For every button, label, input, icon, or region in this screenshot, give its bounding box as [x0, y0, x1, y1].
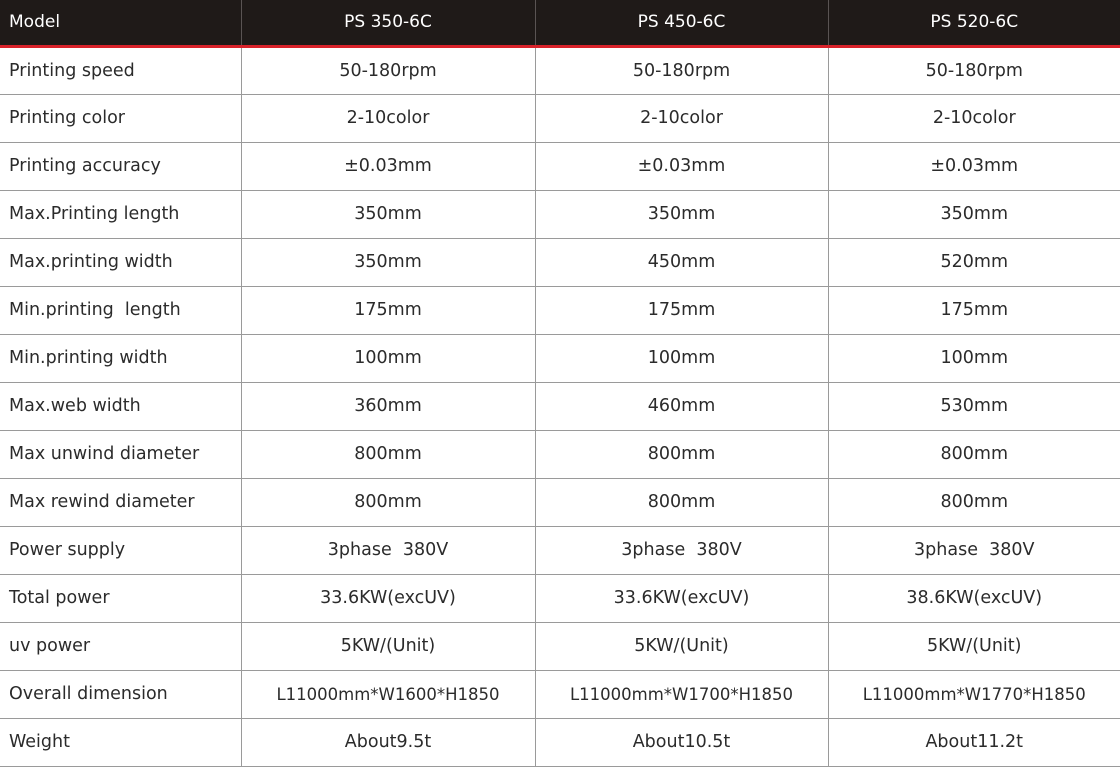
- spec-value-ps450: 350mm: [535, 190, 828, 238]
- spec-label: Max.printing width: [0, 238, 241, 286]
- row-max-printing-width: [0, 238, 1120, 286]
- spec-label: Printing accuracy: [0, 142, 241, 190]
- spec-value-ps350: 100mm: [241, 334, 535, 382]
- spec-label: Overall dimension: [0, 670, 241, 718]
- spec-value-ps520: About11.2t: [828, 718, 1120, 766]
- spec-value-ps520: 50-180rpm: [828, 46, 1120, 94]
- spec-label: uv power: [0, 622, 241, 670]
- spec-value-ps450: 460mm: [535, 382, 828, 430]
- spec-value-ps520: 3phase 380V: [828, 526, 1120, 574]
- spec-label: Max unwind diameter: [0, 430, 241, 478]
- spec-value-ps350: About9.5t: [241, 718, 535, 766]
- spec-value-ps450: About10.5t: [535, 718, 828, 766]
- spec-label: Max rewind diameter: [0, 478, 241, 526]
- spec-value-ps520: 38.6KW(excUV): [828, 574, 1120, 622]
- spec-value-ps450: 450mm: [535, 238, 828, 286]
- spec-value-ps450: 2-10color: [535, 94, 828, 142]
- spec-value-ps350: 50-180rpm: [241, 46, 535, 94]
- spec-value-ps520: 800mm: [828, 478, 1120, 526]
- spec-value-ps350: 175mm: [241, 286, 535, 334]
- row-printing-color: [0, 94, 1120, 142]
- spec-value-ps450: L11000mm*W1700*H1850: [535, 670, 828, 718]
- spec-value-ps450: 175mm: [535, 286, 828, 334]
- spec-label: Max.Printing length: [0, 190, 241, 238]
- header-model-ps520: PS 520-6C: [828, 0, 1120, 46]
- row-max-rewind-diameter: [0, 478, 1120, 526]
- header-row: [0, 0, 1120, 46]
- spec-table-body: [0, 46, 1120, 766]
- row-max-web-width: [0, 382, 1120, 430]
- spec-value-ps520: 350mm: [828, 190, 1120, 238]
- spec-value-ps450: 5KW/(Unit): [535, 622, 828, 670]
- row-min-printing-length: [0, 286, 1120, 334]
- spec-value-ps520: 800mm: [828, 430, 1120, 478]
- spec-value-ps450: 100mm: [535, 334, 828, 382]
- spec-value-ps520: 100mm: [828, 334, 1120, 382]
- row-printing-accuracy: [0, 142, 1120, 190]
- spec-value-ps350: 800mm: [241, 478, 535, 526]
- spec-label: Min.printing length: [0, 286, 241, 334]
- row-power-supply: [0, 526, 1120, 574]
- spec-label: Min.printing width: [0, 334, 241, 382]
- spec-value-ps350: 350mm: [241, 238, 535, 286]
- row-printing-speed: [0, 46, 1120, 94]
- spec-label: Power supply: [0, 526, 241, 574]
- spec-label: Printing speed: [0, 46, 241, 94]
- spec-label: Weight: [0, 718, 241, 766]
- spec-value-ps350: 350mm: [241, 190, 535, 238]
- row-max-printing-length: [0, 190, 1120, 238]
- spec-value-ps520: 530mm: [828, 382, 1120, 430]
- row-min-printing-width: [0, 334, 1120, 382]
- header-model-label: Model: [0, 0, 241, 46]
- spec-value-ps520: 175mm: [828, 286, 1120, 334]
- row-overall-dimension: [0, 670, 1120, 718]
- spec-value-ps350: ±0.03mm: [241, 142, 535, 190]
- row-uv-power: [0, 622, 1120, 670]
- row-max-unwind-diameter: [0, 430, 1120, 478]
- spec-value-ps450: 800mm: [535, 430, 828, 478]
- spec-value-ps450: 33.6KW(excUV): [535, 574, 828, 622]
- spec-value-ps350: 33.6KW(excUV): [241, 574, 535, 622]
- spec-value-ps350: 5KW/(Unit): [241, 622, 535, 670]
- spec-value-ps450: 3phase 380V: [535, 526, 828, 574]
- spec-value-ps520: L11000mm*W1770*H1850: [828, 670, 1120, 718]
- spec-value-ps350: 2-10color: [241, 94, 535, 142]
- spec-value-ps520: 5KW/(Unit): [828, 622, 1120, 670]
- spec-value-ps520: ±0.03mm: [828, 142, 1120, 190]
- spec-value-ps350: 800mm: [241, 430, 535, 478]
- spec-value-ps450: ±0.03mm: [535, 142, 828, 190]
- row-weight: [0, 718, 1120, 766]
- spec-table-header: [0, 0, 1120, 46]
- spec-value-ps350: 360mm: [241, 382, 535, 430]
- spec-label: Max.web width: [0, 382, 241, 430]
- spec-value-ps520: 2-10color: [828, 94, 1120, 142]
- spec-value-ps350: L11000mm*W1600*H1850: [241, 670, 535, 718]
- row-total-power: [0, 574, 1120, 622]
- spec-label: Total power: [0, 574, 241, 622]
- spec-value-ps450: 50-180rpm: [535, 46, 828, 94]
- header-model-ps450: PS 450-6C: [535, 0, 828, 46]
- header-model-ps350: PS 350-6C: [241, 0, 535, 46]
- spec-value-ps350: 3phase 380V: [241, 526, 535, 574]
- spec-value-ps450: 800mm: [535, 478, 828, 526]
- spec-label: Printing color: [0, 94, 241, 142]
- spec-value-ps520: 520mm: [828, 238, 1120, 286]
